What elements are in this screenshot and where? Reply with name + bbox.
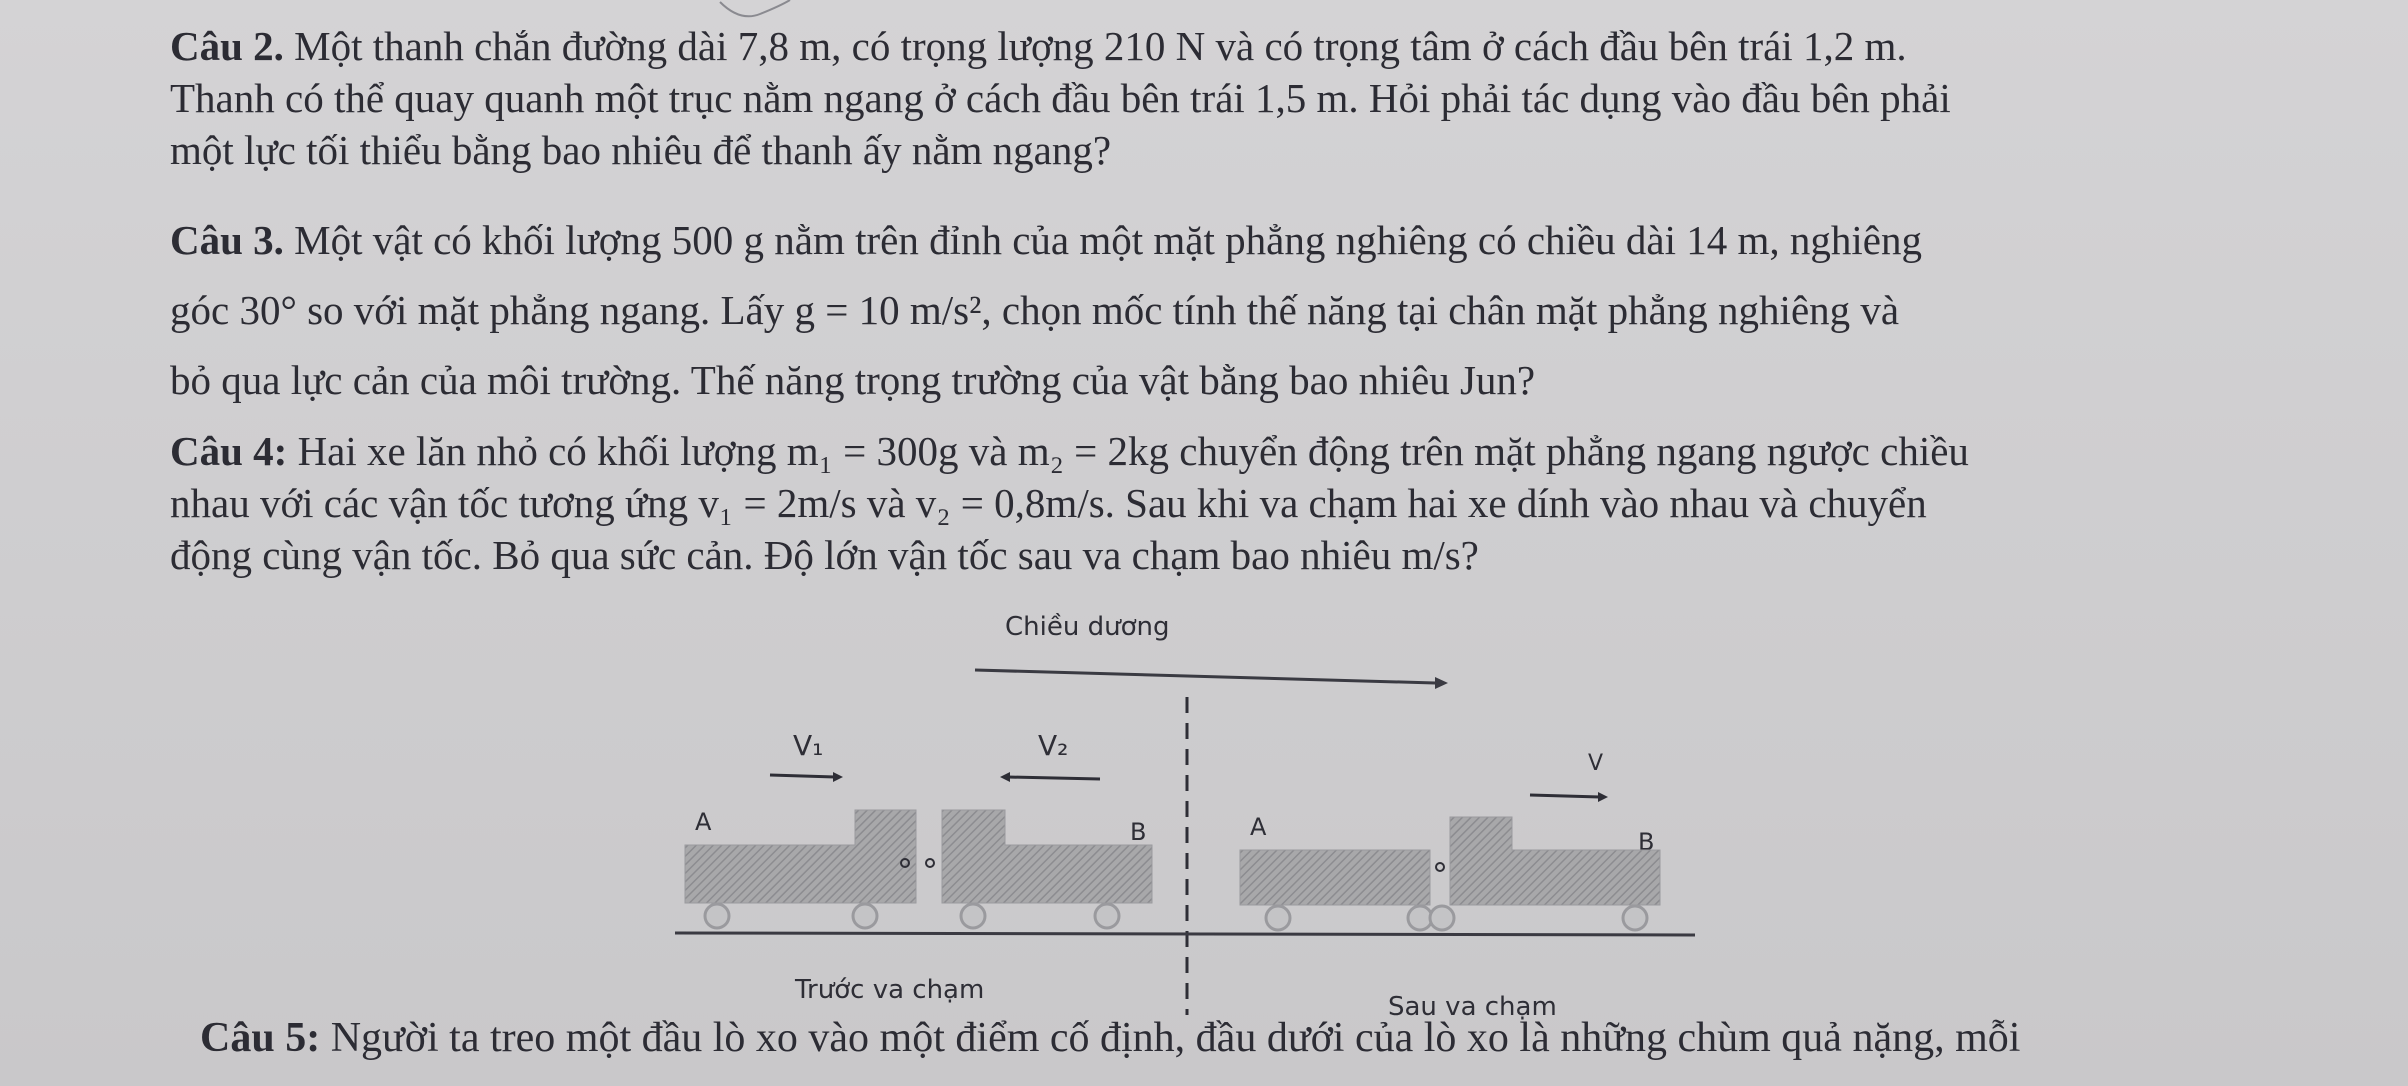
cart-a-before-label: A — [695, 808, 712, 836]
v1-label: V₁ — [793, 729, 824, 762]
v2-arrow — [1008, 777, 1100, 779]
cart-b-after-label: B — [1638, 828, 1655, 856]
positive-direction-arrow — [975, 670, 1435, 683]
question-5-label: Câu 5: — [200, 1015, 321, 1061]
v1-arrow — [770, 775, 835, 777]
ground-line — [675, 933, 1695, 935]
question-3 — [170, 205, 2350, 415]
before-collision-caption: Trước va chạm — [795, 975, 985, 1005]
cart-b-after-wheel-right — [1623, 906, 1647, 930]
question-2-label: Câu 2. — [170, 23, 284, 69]
cart-a-before-wheel-right — [853, 904, 877, 928]
coupler-b-icon — [926, 859, 934, 867]
after-collision-caption: Sau va chạm — [1388, 992, 1557, 1022]
v2-arrowhead — [1000, 772, 1010, 782]
coupler-after-icon — [1436, 863, 1444, 871]
question-4-line-2: nhau với các vận tốc tương ứng v₁ = 2m/s và v₂ = 0,8m/s. Sau khi va chạm hai xe dính vào nhau và chuyển — [170, 480, 1927, 526]
positive-direction-arrowhead — [1435, 677, 1448, 689]
cart-a-before-wheel-left — [705, 904, 729, 928]
v2-label: V₂ — [1038, 729, 1069, 762]
cart-b-before-wheel-right — [1095, 904, 1119, 928]
cart-b-after-wheel-left — [1430, 906, 1454, 930]
question-3-line-3: bỏ qua lực cản của môi trường. Thế năng trọng trường của vật bằng bao nhiêu Jun? — [170, 357, 1536, 403]
question-3-label: Câu 3. — [170, 217, 284, 263]
cart-a-after-label: A — [1250, 813, 1267, 841]
cart-a-before-body — [685, 810, 916, 903]
cart-b-before-wheel-left — [961, 904, 985, 928]
v1-arrowhead — [833, 772, 843, 782]
v-after-arrowhead — [1598, 792, 1608, 802]
collision-diagram — [630, 605, 1730, 1035]
question-4 — [170, 425, 2350, 581]
question-2-line-2: Thanh có thể quay quanh một trục nằm ngang ở cách đầu bên trái 1,5 m. Hỏi phải tác dụng vào đầu bên phải — [170, 75, 1951, 121]
question-5 — [200, 1014, 2020, 1062]
cart-b-before-body — [942, 810, 1152, 903]
question-4-label: Câu 4: — [170, 428, 288, 474]
question-4-line-1: Hai xe lăn nhỏ có khối lượng m₁ = 300g và m₂ = 2kg chuyển động trên mặt phẳng ngang ngược chiều — [287, 428, 1969, 474]
question-5-line-1: Người ta treo một đầu lò xo vào một điểm cố định, đầu dưới của lò xo là những chùm quả nặng, mỗi — [320, 1015, 2021, 1061]
v-after-label: V — [1588, 751, 1604, 776]
question-2-line-1: Một thanh chắn đường dài 7,8 m, có trọng lượng 210 N và có trọng tâm ở cách đầu bên trái 1,2 m. — [283, 23, 1907, 69]
question-3-line-1: Một vật có khối lượng 500 g nằm trên đỉnh của một mặt phẳng nghiêng có chiều dài 14 m, nghiêng — [283, 217, 1922, 263]
cart-a-after-wheel-right — [1408, 906, 1432, 930]
question-2 — [170, 20, 2350, 176]
question-3-line-2: góc 30° so với mặt phẳng ngang. Lấy g = 10 m/s², chọn mốc tính thế năng tại chân mặt phẳng nghiêng và — [170, 287, 1900, 333]
positive-direction-label: Chiều dương — [1005, 612, 1170, 642]
v-after-arrow — [1530, 795, 1600, 797]
question-4-line-3: động cùng vận tốc. Bỏ qua sức cản. Độ lớn vận tốc sau va chạm bao nhiêu m/s? — [170, 532, 1479, 578]
cart-b-before-label: B — [1130, 818, 1147, 846]
question-2-line-3: một lực tối thiểu bằng bao nhiêu để thanh ấy nằm ngang? — [170, 127, 1112, 173]
cart-a-after-body — [1240, 850, 1430, 905]
cart-b-after-body — [1450, 817, 1660, 905]
cart-a-after-wheel-left — [1266, 906, 1290, 930]
